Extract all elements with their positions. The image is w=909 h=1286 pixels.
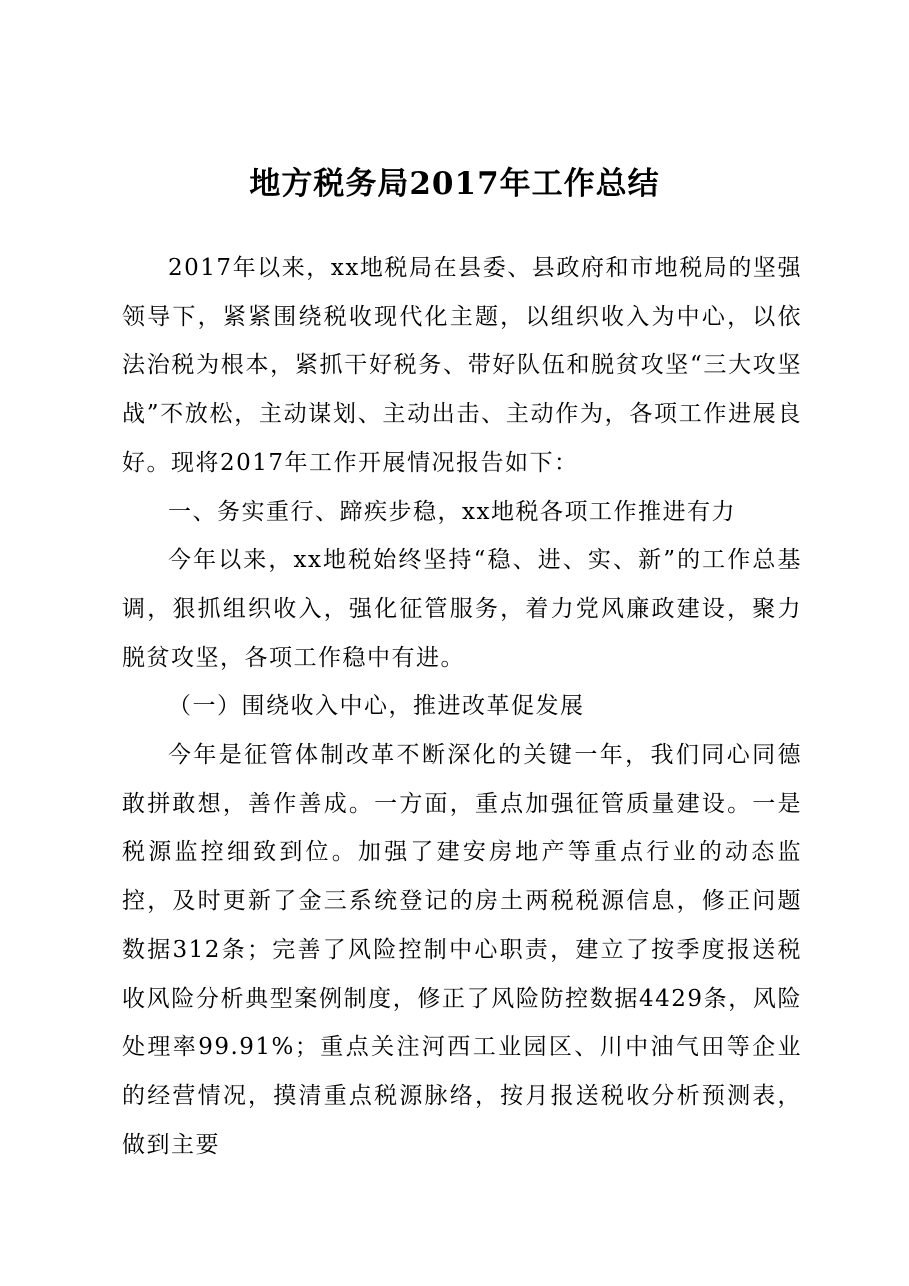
paragraph-section-1: 今年以来，xx地税始终坚持“稳、进、实、新”的工作总基调，狠抓组织收入，强化征管服务，着力党风廉政建设，聚力脱贫攻坚，各项工作稳中有进。 (122, 547, 802, 671)
paragraph-subsection-1: 今年是征管体制改革不断深化的关键一年，我们同心同德敢拼敢想，善作善成。一方面，重点加强征管质量建设。一是税源监控细致到位。加强了建安房地产等重点行业的动态监控，及时更新了金三系统登记的房土两税税源信息，修正问题数据312条；完善了风险控制中心职责，建立了按季度报送税收风险分析典型案例制度，修正了风险防控数据4429条，风险处理率99.91%；重点关注河西工业园区、川中油气田等企业的经营情况，摸清重点税源脉络，按月报送税收分析预测表，做到主要 (122, 742, 802, 1158)
paragraph-intro: 2017年以来，xx地税局在县委、县政府和市地税局的坚强领导下，紧紧围绕税收现代化主题，以组织收入为中心，以依法治税为根本，紧抓干好税务、带好队伍和脱贫攻坚“三大攻坚战”不放松，主动谋划、主动出击、主动作为，各项工作进展良好。现将2017年工作开展情况报告如下： (122, 255, 802, 476)
document-title: 地方税务局2017年工作总结 (249, 166, 660, 202)
document-body (122, 244, 802, 1169)
subsection-heading-1: （一）围绕收入中心，推进改革促发展 (168, 693, 585, 720)
section-heading-1: 一、务实重行、蹄疾步稳，xx地税各项工作推进有力 (168, 498, 736, 525)
